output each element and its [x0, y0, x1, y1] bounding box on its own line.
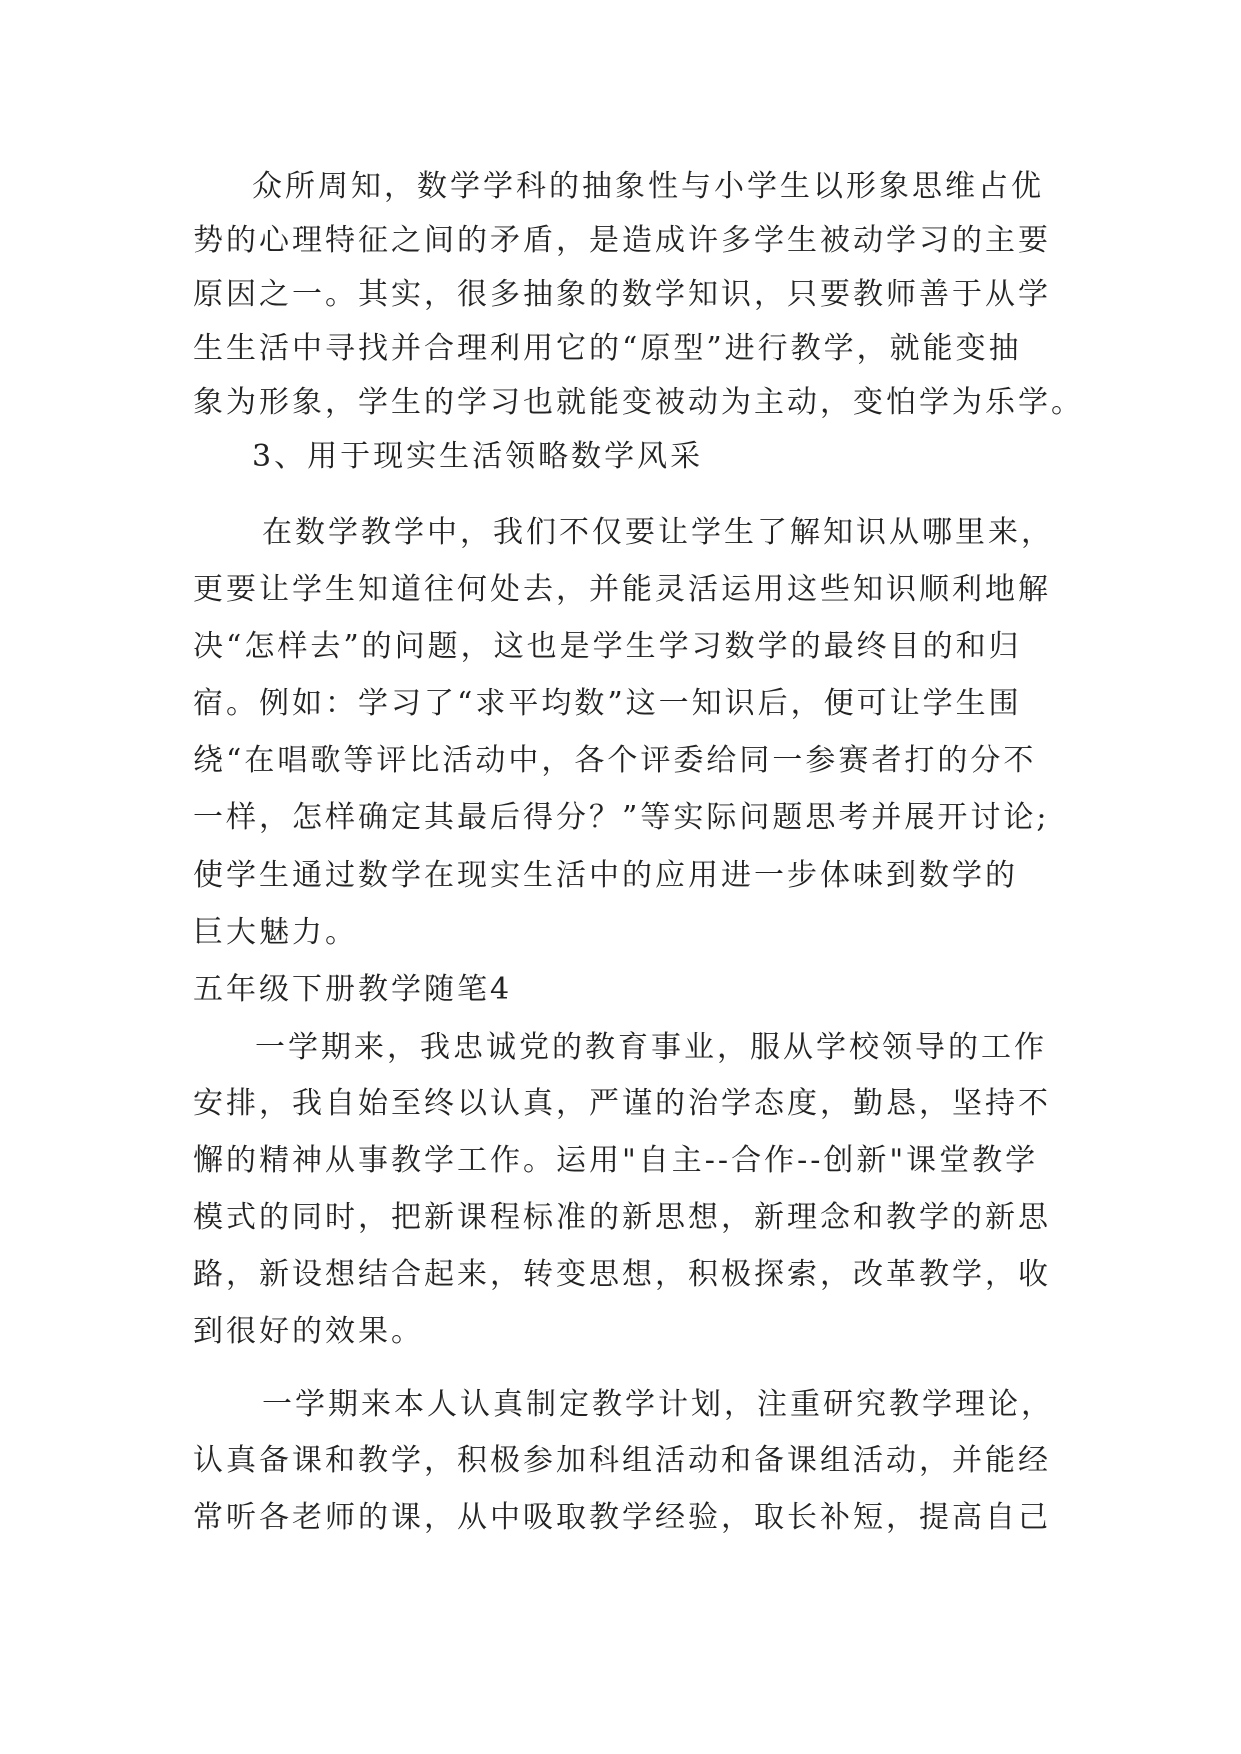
paragraph-line: 一学期来本人认真制定教学计划，注重研究教学理论， — [262, 1387, 1054, 1422]
paragraph-line: 众所周知，数学学科的抽象性与小学生以形象思维占优 — [252, 169, 1044, 204]
paragraph-line: 绕“在唱歌等评比活动中，各个评委给同一参赛者打的分不 — [193, 743, 1037, 778]
paragraph-line: 路，新设想结合起来，转变思想，积极探索，改革教学，收 — [193, 1257, 1051, 1292]
article-title: 五年级下册教学随笔4 — [193, 972, 513, 1007]
paragraph-line: 认真备课和教学，积极参加科组活动和备课组活动，并能经 — [193, 1443, 1051, 1478]
paragraph-line: 象为形象，学生的学习也就能变被动为主动，变怕学为乐学。 — [193, 385, 1084, 420]
paragraph-line: 到很好的效果。 — [193, 1314, 424, 1349]
paragraph-line: 在数学教学中，我们不仅要让学生了解知识从哪里来， — [262, 515, 1054, 550]
paragraph-line: 巨大魅力。 — [193, 915, 358, 950]
paragraph-line: 使学生通过数学在现实生活中的应用进一步体味到数学的 — [193, 858, 1018, 893]
paragraph-line: 决“怎样去”的问题，这也是学生学习数学的最终目的和归 — [193, 629, 1022, 664]
paragraph-line: 懈的精神从事教学工作。运用"自主--合作--创新"课堂教学 — [193, 1143, 1039, 1178]
paragraph-line: 常听各老师的课，从中吸取教学经验，取长补短，提高自己 — [193, 1500, 1051, 1535]
paragraph-line: 一样，怎样确定其最后得分？”等实际问题思考并展开讨论; — [193, 800, 1050, 835]
paragraph-line: 生生活中寻找并合理利用它的“原型”进行教学，就能变抽 — [193, 331, 1022, 366]
paragraph-line: 势的心理特征之间的矛盾，是造成许多学生被动学习的主要 — [193, 223, 1051, 258]
paragraph-line: 模式的同时，把新课程标准的新思想，新理念和教学的新思 — [193, 1200, 1051, 1235]
paragraph-line: 宿。例如：学习了“求平均数”这一知识后，便可让学生围 — [193, 686, 1022, 721]
section-heading: 3、用于现实生活领略数学风采 — [252, 439, 704, 474]
paragraph-line: 安排，我自始至终以认真，严谨的治学态度，勤恳，坚持不 — [193, 1086, 1051, 1121]
paragraph-line: 一学期来，我忠诚党的教育事业，服从学校领导的工作 — [255, 1030, 1047, 1065]
paragraph-line: 原因之一。其实，很多抽象的数学知识，只要教师善于从学 — [193, 277, 1051, 312]
paragraph-line: 更要让学生知道往何处去，并能灵活运用这些知识顺利地解 — [193, 572, 1051, 607]
